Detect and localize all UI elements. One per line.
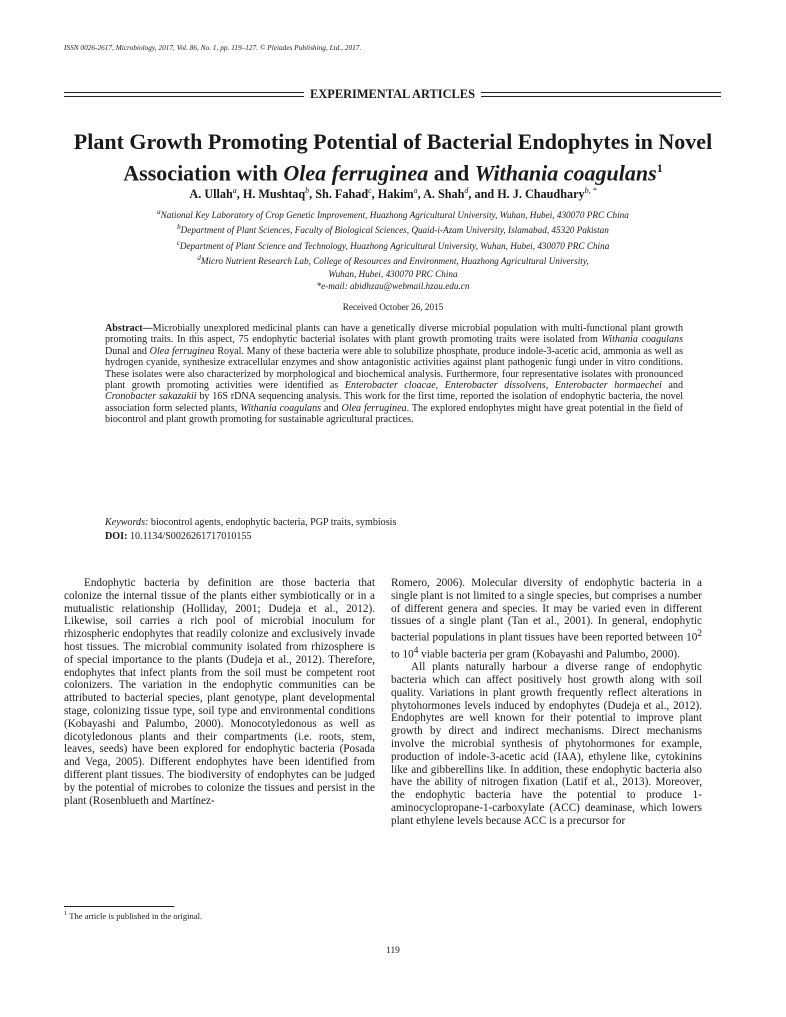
doi-label: DOI: xyxy=(105,531,128,542)
author-list: A. Ullah$^a$, H. Mushtaq$^b$, Sh. Fahad$^c$, Hakim$^a$, A. Shah$^d$, and H. J. Chaudhary$^{b, *}$ xyxy=(189,186,597,202)
page-number: 119 xyxy=(386,946,400,956)
body-column-left xyxy=(64,577,375,807)
author: Hakim$^a$ xyxy=(377,186,418,202)
double-rule-right xyxy=(481,92,721,97)
author: H. J. Chaudhary$^{b, *}$ xyxy=(497,186,597,202)
author: A. Shah$^d$ xyxy=(423,186,469,202)
section-heading xyxy=(64,86,721,102)
affiliation-d-line-2: Wuhan, Hubei, 430070 PRC China xyxy=(328,268,458,279)
title-line-1: Plant Growth Promoting Potential of Bacterial Endophytes in Novel xyxy=(73,129,713,154)
body-paragraph: Endophytic bacteria by definition are those bacteria that colonize the internal tissue of the plants either symbiotically or in a mutualistic relationship (Holliday, 2001; Dudeja et al., 2012). Likewise, soil carries a rich pool of microbial inoculum for rhizospheric endophytes that readily colonize and exclusively invade host tissues. The microbial community isolated from rhizosphere is of special importance to the plants (Dudeja et al., 2012). Therefore, endophytes that infect plants from the soil must be competent root colonizers. The variation in the endophytic communities can be attributed to bacterial species, plant genotype, plant developmental stage, colonizing tissue type, soil type and environmental conditions (Kobayashi and Palumbo, 2000). Monocotyledonous as well as dicotyledonous plants and their compartments (i.e. roots, stem, leaves, seeds) have been explored for endophytic bacteria (Posada and Vega, 2005). Different endophytes have been identified from different plant tissues. The biodiversity of endophytes can be judged by the potential of microbes to colonize the tissues and persist in the plant (Rosenblueth and Martínez- xyxy=(64,577,375,807)
journal-citation-line: ISSN 0026-2617, Microbiology, 2017, Vol. 86, No. 1, pp. 119–127. © Pleiades Publishing, Ltd., 2017. xyxy=(64,44,362,52)
doi-link[interactable]: 10.1134/S0026261717010155 xyxy=(127,531,252,542)
affiliation-b: $^b$Department of Plant Sciences, Faculty of Biological Sciences, Quaid-i-Azam University, Islamabad, 45320 Pakistan xyxy=(177,223,609,236)
affiliation-a: $^a$National Key Laboratory of Crop Genetic Improvement, Huazhong Agricultural University, Wuhan, Hubei, 430070 PRC China xyxy=(157,208,629,221)
keywords: Keywords: biocontrol agents, endophytic bacteria, PGP traits, symbiosis xyxy=(105,517,397,528)
author: A. Ullah$^a$ xyxy=(189,186,237,202)
author: H. Mushtaq$^b$ xyxy=(242,186,310,202)
keywords-label: Keywords: xyxy=(105,517,149,528)
affiliations xyxy=(40,206,746,293)
body-paragraph: All plants naturally harbour a diverse range of endophytic bacteria which can affect positively host growth along with soil quality. Variations in plant growth frequently reflect alterations in phytohormones levels induced by endophytes (Dudeja et al., 2012). Endophytes are well known for their potential to improve plant growth by direct and indirect mechanisms. Direct mechanisms involve the microbial synthesis of phytohormones for example, production of indole-3-acetic acid (IAA), ethylene like, cytokinins like and gibberellins like. In addition, these endophytic bacteria also have the ability of nitrogen fixation (Latif et al., 2013). Moreover, the endophytic bacteria have the potential to produce 1-aminocyclopropane-1-carboxylate (ACC) deaminase, which lowers plant ethylene levels because ACC is a precursor for xyxy=(391,661,702,827)
abstract: Abstract—Microbially unexplored medicinal plants can have a genetically diverse microbial population with multi-functional plant growth promoting traits. In this aspect, 75 endophytic bacterial isolates with plant growth promoting traits were isolated from Withania coagulans Dunal and Olea ferruginea Royal. Many of these bacteria were able to solubilize phosphate, produce indole-3-acetic acid, ammonia as well as hydrogen cyanide, synthesize extracellular enzymes and show antagonistic activities against plant pathogenic fungi under in vitro conditions. These isolates were also characterized by morphological and biochemical analysis. Furthermore, four representative isolates with pronounced plant growth promoting activities were identified as Enterobacter cloacae, Enterobacter dissolvens, Enterobacter hormaechei and Cronobacter sakazakii by 16S rDNA sequencing analysis. This work for the first time, reported the isolation of endophytic bacteria, the novel association form selected plants, Withania coagulans and Olea ferruginea. The explored endophytes might have great potential in the field of biocontrol and plant growth promoting for sustainable agricultural practices. xyxy=(105,323,684,426)
body-column-right xyxy=(391,577,702,828)
affiliation-c: $^c$Department of Plant Science and Technology, Huazhong Agricultural University, Wuhan, Hubei, 430070 PRC China xyxy=(176,238,610,251)
double-rule-left xyxy=(64,92,304,97)
body-paragraph: Romero, 2006). Molecular diversity of endophytic bacteria in a single plant is not limited to a single species, but comprises a number of different genera and species. It may be varied even in different tissues of a single plant (Tan et al., 2001). In general, endophytic bacterial populations in plant tissues have been reported between $10^2$ to $10^4$ viable bacteria per gram (Kobayashi and Palumbo, 2000). xyxy=(391,577,702,661)
title-footnote-mark: 1 xyxy=(656,161,663,175)
title-line-2: Association with Olea ferruginea and Withania coagulans$^1$ xyxy=(123,160,663,186)
footnote-rule xyxy=(64,906,174,907)
abstract-label: Abstract xyxy=(105,323,143,334)
footnote: $^1$ The article is published in the original. xyxy=(64,910,203,921)
section-label: EXPERIMENTAL ARTICLES xyxy=(310,86,475,101)
received-date: Received October 26, 2015 xyxy=(342,302,444,312)
article-title xyxy=(40,129,746,186)
affiliation-d: $^d$Micro Nutrient Research Lab, College of Resources and Environment, Huazhong Agricultural University, xyxy=(197,254,589,267)
author: Sh. Fahad$^c$ xyxy=(315,186,372,202)
corresponding-email: *e-mail: abidhzau@webmail.hzau.edu.cn xyxy=(316,281,470,292)
doi xyxy=(105,531,683,542)
